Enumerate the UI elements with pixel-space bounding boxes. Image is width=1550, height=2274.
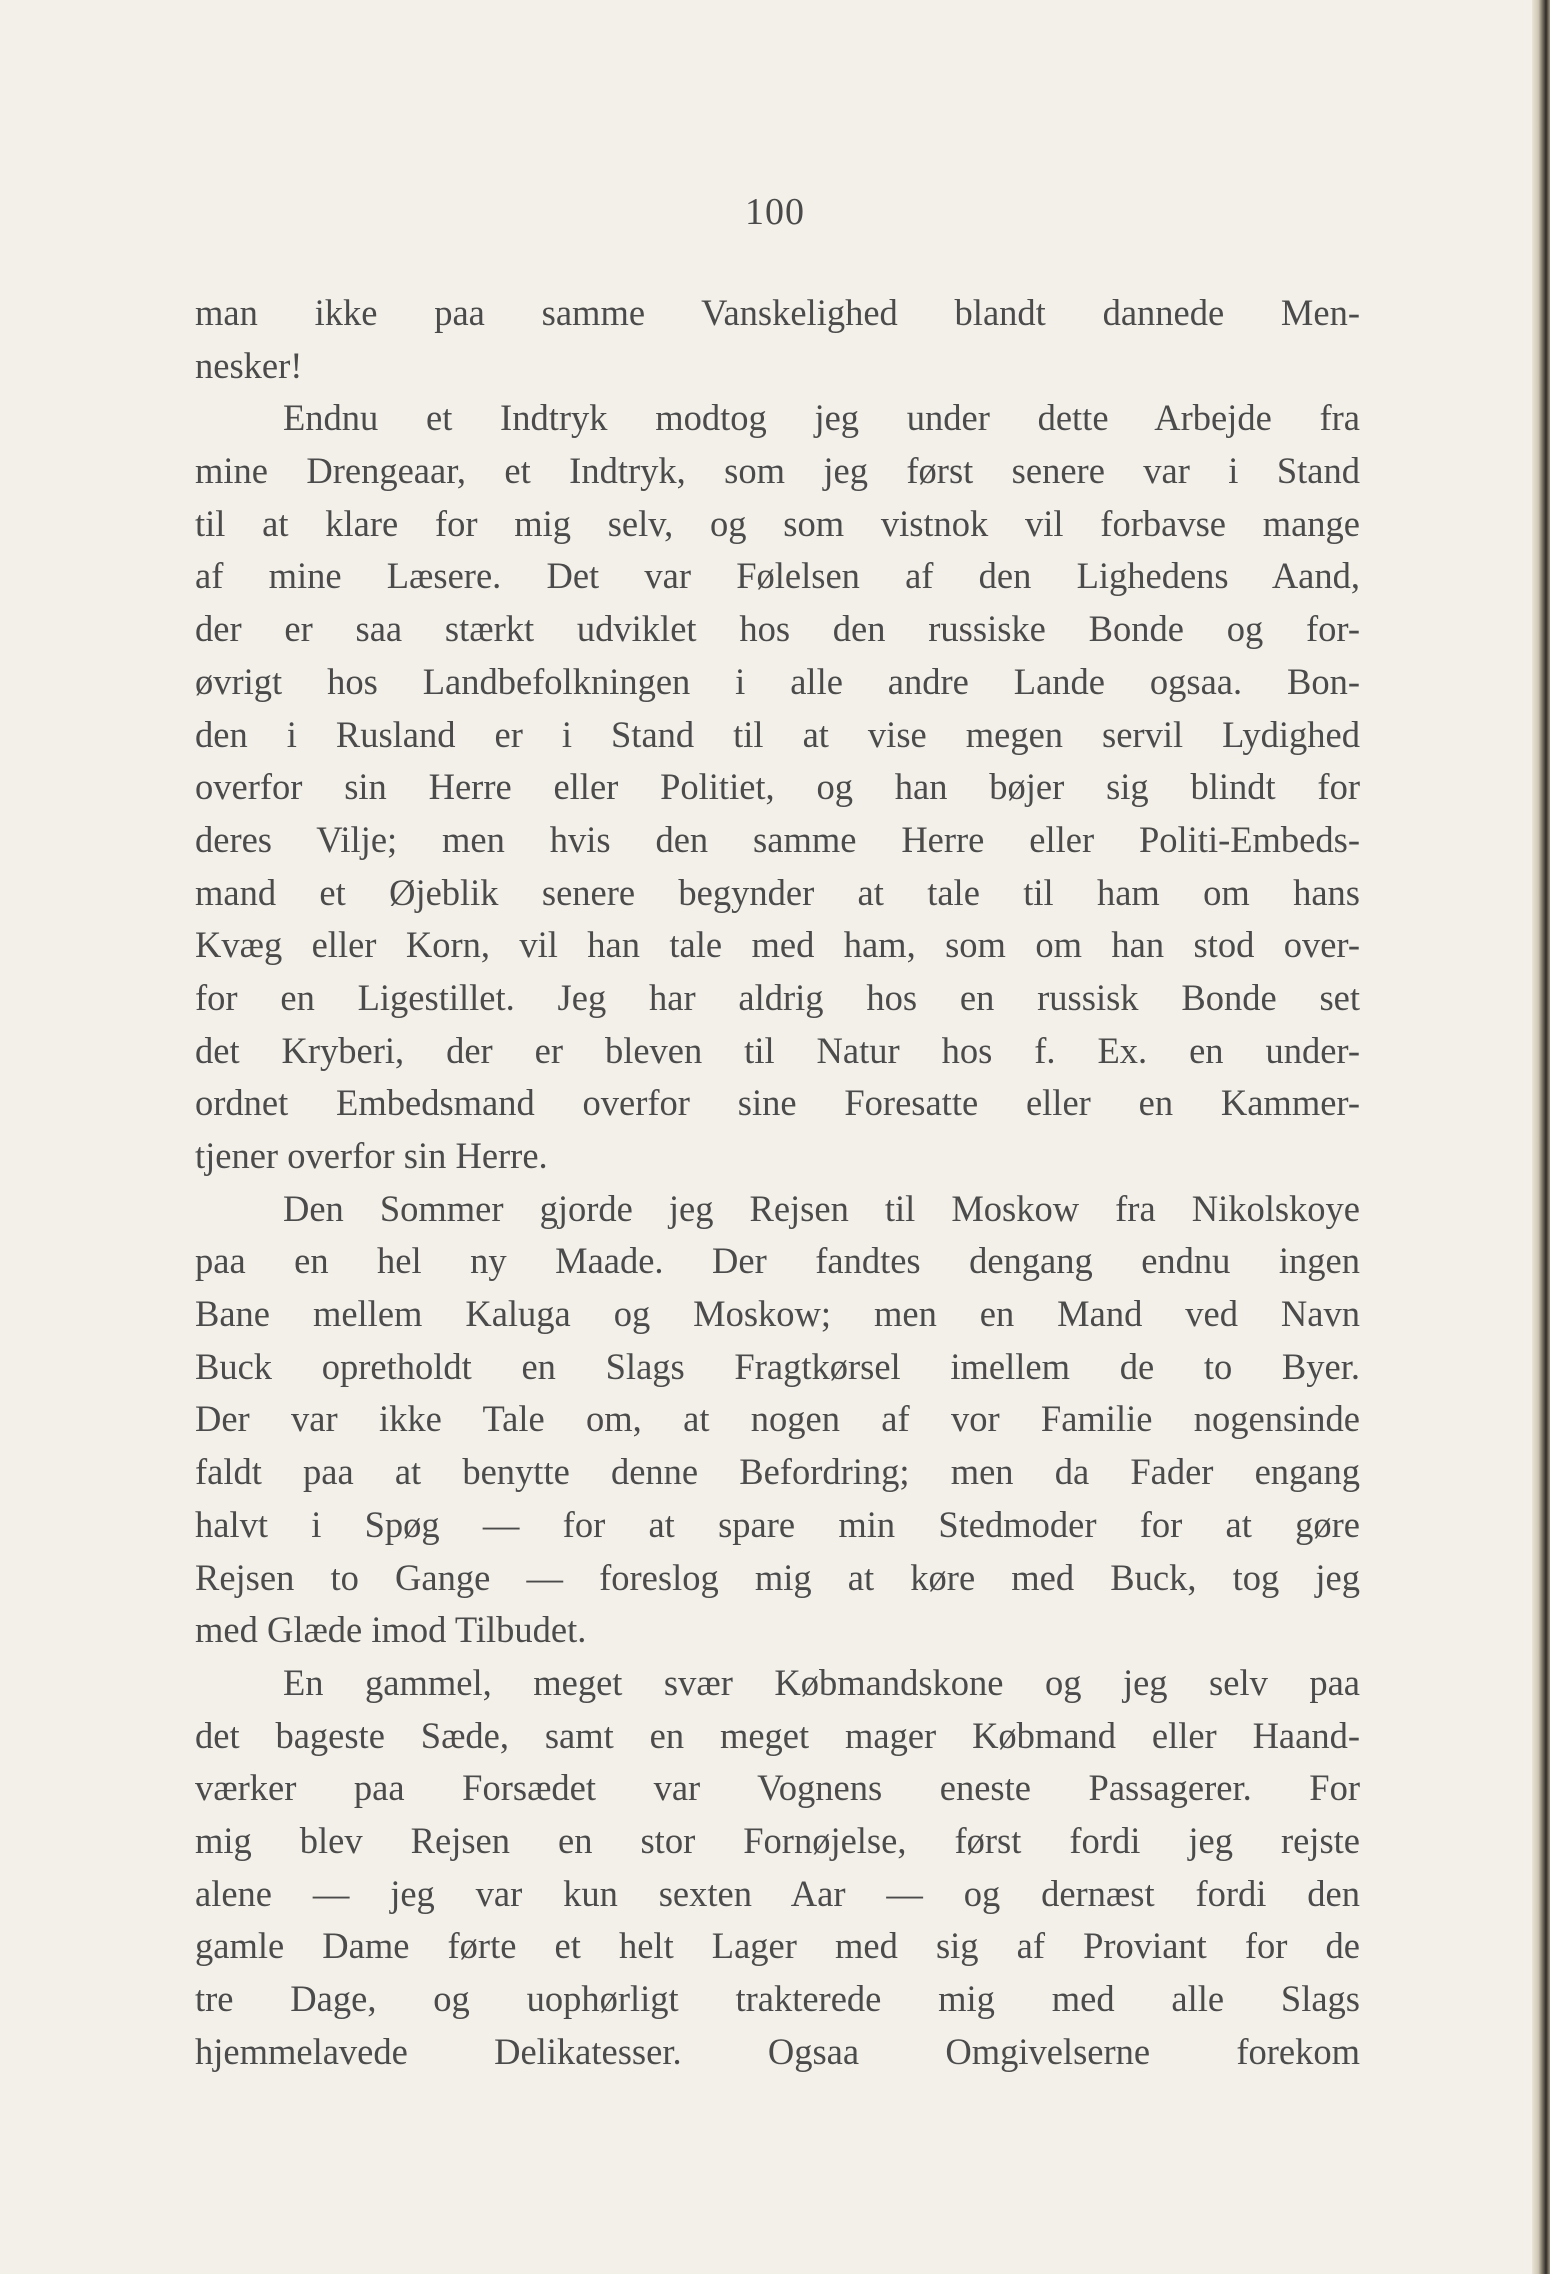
text-line: det Kryberi, der er bleven til Natur hos f. Ex. en under- <box>195 1029 1360 1071</box>
text-line: tjener overfor sin Herre. <box>195 1135 548 1176</box>
text-line: værker paa Forsædet var Vognens eneste Passagerer. For <box>195 1767 1360 1809</box>
text-line: mine Drengeaar, et Indtryk, som jeg først senere var i Stand <box>195 450 1360 492</box>
text-line: En gammel, meget svær Købmandskone og jeg selv paa <box>283 1661 1360 1703</box>
text-line: den i Rusland er i Stand til at vise megen servil Lydighed <box>195 713 1360 755</box>
text-line: alene — jeg var kun sexten Aar — og dernæst fordi den <box>195 1872 1360 1914</box>
text-line: hjemmelavede Delikatesser. Ogsaa Omgivelserne forekom <box>195 2030 1360 2072</box>
text-line: Kvæg eller Korn, vil han tale med ham, som om han stod over- <box>195 924 1360 966</box>
text-line: øvrigt hos Landbefolkningen i alle andre Lande ogsaa. Bon- <box>195 660 1360 702</box>
page-number: 100 <box>745 191 805 233</box>
text-line: det bageste Sæde, samt en meget mager Købmand eller Haand- <box>195 1714 1360 1756</box>
text-line: faldt paa at benytte denne Befordring; men da Fader engang <box>195 1451 1360 1493</box>
text-line: med Glæde imod Tilbudet. <box>195 1609 587 1651</box>
text-line: Rejsen to Gange — foreslog mig at køre med Buck, tog jeg <box>195 1556 1360 1598</box>
text-line: deres Vilje; men hvis den samme Herre eller Politi-Embeds- <box>195 818 1360 860</box>
text-line: tre Dage, og uophørligt trakterede mig med alle Slags <box>195 1978 1360 2019</box>
text-line: til at klare for mig selv, og som vistnok vil forbavse mange <box>195 502 1360 544</box>
text-line: Buck opretholdt en Slags Fragtkørsel imellem de to Byer. <box>195 1345 1360 1387</box>
text-line: Der var ikke Tale om, at nogen af vor Familie nogensinde <box>195 1398 1360 1440</box>
text-line: Endnu et Indtryk modtog jeg under dette Arbejde fra <box>283 397 1360 439</box>
text-line: Bane mellem Kaluga og Moskow; men en Mand ved Navn <box>195 1293 1360 1335</box>
body-text <box>195 287 1360 2078</box>
text-line: af mine Læsere. Det var Følelsen af den Lighedens Aand, <box>195 555 1360 597</box>
text-line: nesker! <box>195 344 303 386</box>
text-line: Den Sommer gjorde jeg Rejsen til Moskow fra Nikolskoye <box>283 1187 1360 1229</box>
text-line: der er saa stærkt udviklet hos den russiske Bonde og for- <box>195 608 1360 650</box>
text-line: ordnet Embedsmand overfor sine Foresatte eller en Kammer- <box>195 1082 1360 1124</box>
text-line: paa en hel ny Maade. Der fandtes dengang endnu ingen <box>195 1240 1360 1282</box>
text-line: gamle Dame førte et helt Lager med sig af Proviant for de <box>195 1925 1360 1967</box>
page-edge <box>1532 0 1550 2274</box>
text-line: man ikke paa samme Vanskelighed blandt dannede Men- <box>195 292 1360 333</box>
text-line: halvt i Spøg — for at spare min Stedmoder for at gøre <box>195 1503 1360 1545</box>
text-line: overfor sin Herre eller Politiet, og han bøjer sig blindt for <box>195 766 1360 808</box>
text-line: mand et Øjeblik senere begynder at tale til ham om hans <box>195 871 1360 913</box>
text-line: for en Ligestillet. Jeg har aldrig hos en russisk Bonde set <box>195 976 1360 1018</box>
text-line: mig blev Rejsen en stor Fornøjelse, først fordi jeg rejste <box>195 1819 1360 1861</box>
